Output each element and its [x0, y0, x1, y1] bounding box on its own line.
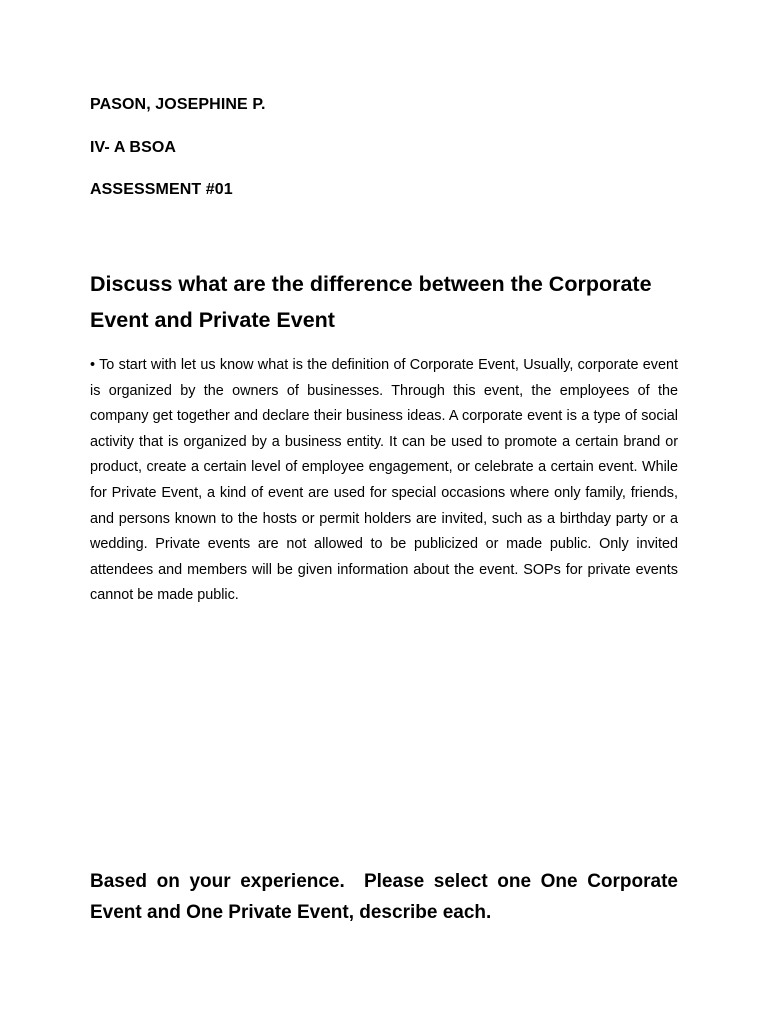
student-section: IV- A BSOA: [90, 139, 177, 156]
question-heading: Discuss what are the difference between the Corporate Event and Private Event: [90, 272, 652, 332]
answer-paragraph: • To start with let us know what is the definition of Corporate Event, Usually, corporate event is organized by the owners of businesses. Through this event, the employees of the company get together and declare their business ideas. A corporate event is a type of social activity that is organized by a business entity. It can be used to promote a certain brand or product, create a certain level of employee engagement, or celebrate a certain event. While for Private Event, a kind of event are used for special occasions where only family, friends, and persons known to the hosts or permit holders are invited, such as a birthday party or a wedding. Private events are not allowed to be publicized or made public. Only invited attendees and members will be given information about the event. SOPs for private events cannot be made public.: [90, 357, 678, 604]
follow-up-prompt: Based on your experience. Please select one One Corporate Event and One Private Event, describe each.: [90, 871, 684, 923]
student-name: PASON, JOSEPHINE P.: [90, 96, 266, 113]
assessment-number: ASSESSMENT #01: [90, 181, 233, 198]
